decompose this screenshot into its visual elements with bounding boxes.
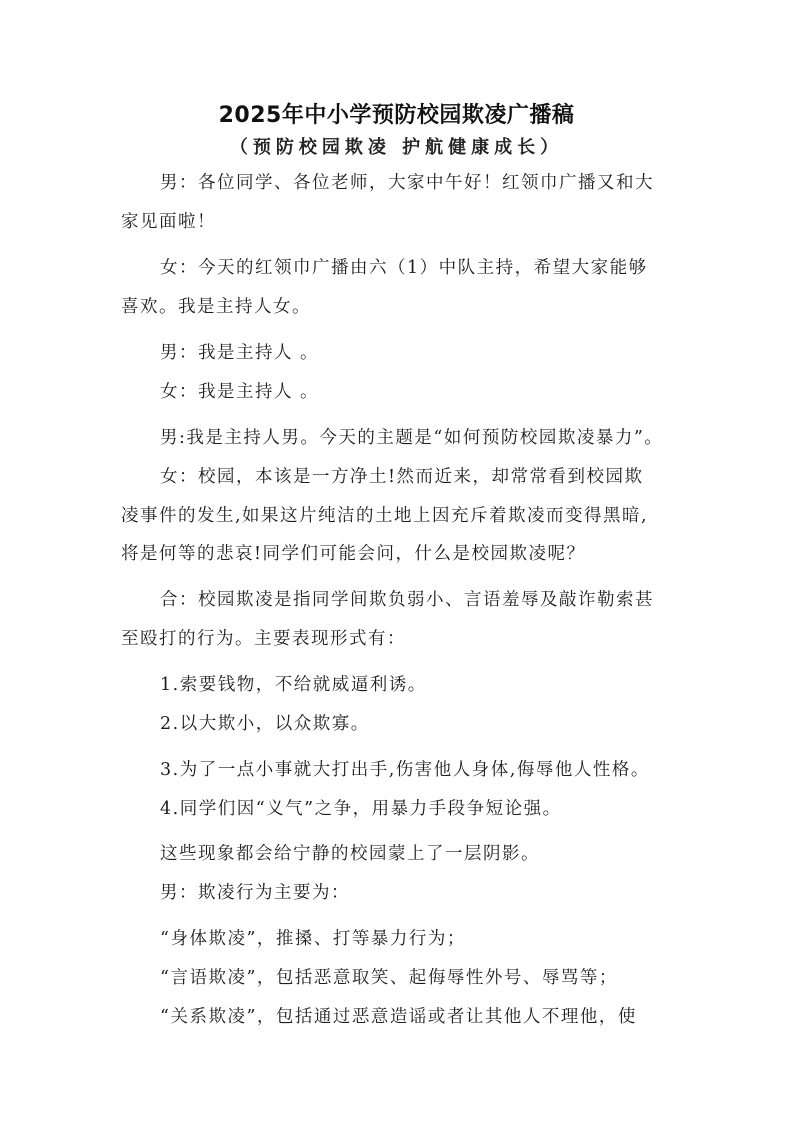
paragraph-line: “言语欺凌”，包括恶意取笑、起侮辱性外号、辱骂等；: [160, 968, 618, 988]
document-subtitle: （预防校园欺凌 护航健康成长）: [229, 137, 564, 158]
paragraph-line: 喜欢。我是主持人女。: [121, 297, 311, 317]
paragraph-line: 家见面啦！: [121, 212, 216, 232]
paragraph-line: 女：我是主持人 。: [160, 382, 320, 402]
paragraph-line: 3.为了一点小事就大打出手,伤害他人身体,侮辱他人性格。: [160, 760, 650, 780]
paragraph-line: 至殴打的行为。主要表现形式有：: [121, 629, 406, 649]
paragraph-line: 2.以大欺小，以众欺寡。: [160, 714, 370, 734]
paragraph-line: “关系欺凌”，包括通过恶意造谣或者让其他人不理他，使: [160, 1007, 637, 1027]
paragraph-line: 将是何等的悲哀!同学们可能会问，什么是校园欺凌呢？: [121, 544, 586, 564]
paragraph-line: 合：校园欺凌是指同学间欺负弱小、言语羞辱及敲诈勒索甚: [160, 590, 654, 610]
paragraph-line: 女：今天的红领巾广播由六（1）中队主持，希望大家能够: [160, 258, 648, 278]
paragraph-line: 4.同学们因“义气”之争，用暴力手段争短论强。: [160, 799, 562, 819]
paragraph-line: 男:我是主持人男。今天的主题是“如何预防校园欺凌暴力”。: [160, 428, 664, 448]
paragraph-line: “身体欺凌”，推搡、打等暴力行为；: [160, 929, 466, 949]
document-title: 2025年中小学预防校园欺凌广播稿: [218, 103, 575, 128]
paragraph-line: 男：我是主持人 。: [160, 343, 320, 363]
paragraph-line: 女：校园，本该是一方净土!然而近来，却常常看到校园欺: [160, 467, 644, 487]
paragraph-line: 男：各位同学、各位老师，大家中午好！红领巾广播又和大: [160, 173, 654, 193]
paragraph-line: 1.索要钱物，不给就威逼利诱。: [160, 675, 427, 695]
paragraph-line: 男：欺凌行为主要为：: [160, 883, 350, 903]
paragraph-line: 凌事件的发生,如果这片纯洁的土地上因充斥着欺凌而变得黑暗,: [121, 506, 649, 526]
paragraph-line: 这些现象都会给宁静的校园蒙上了一层阴影。: [160, 844, 540, 864]
